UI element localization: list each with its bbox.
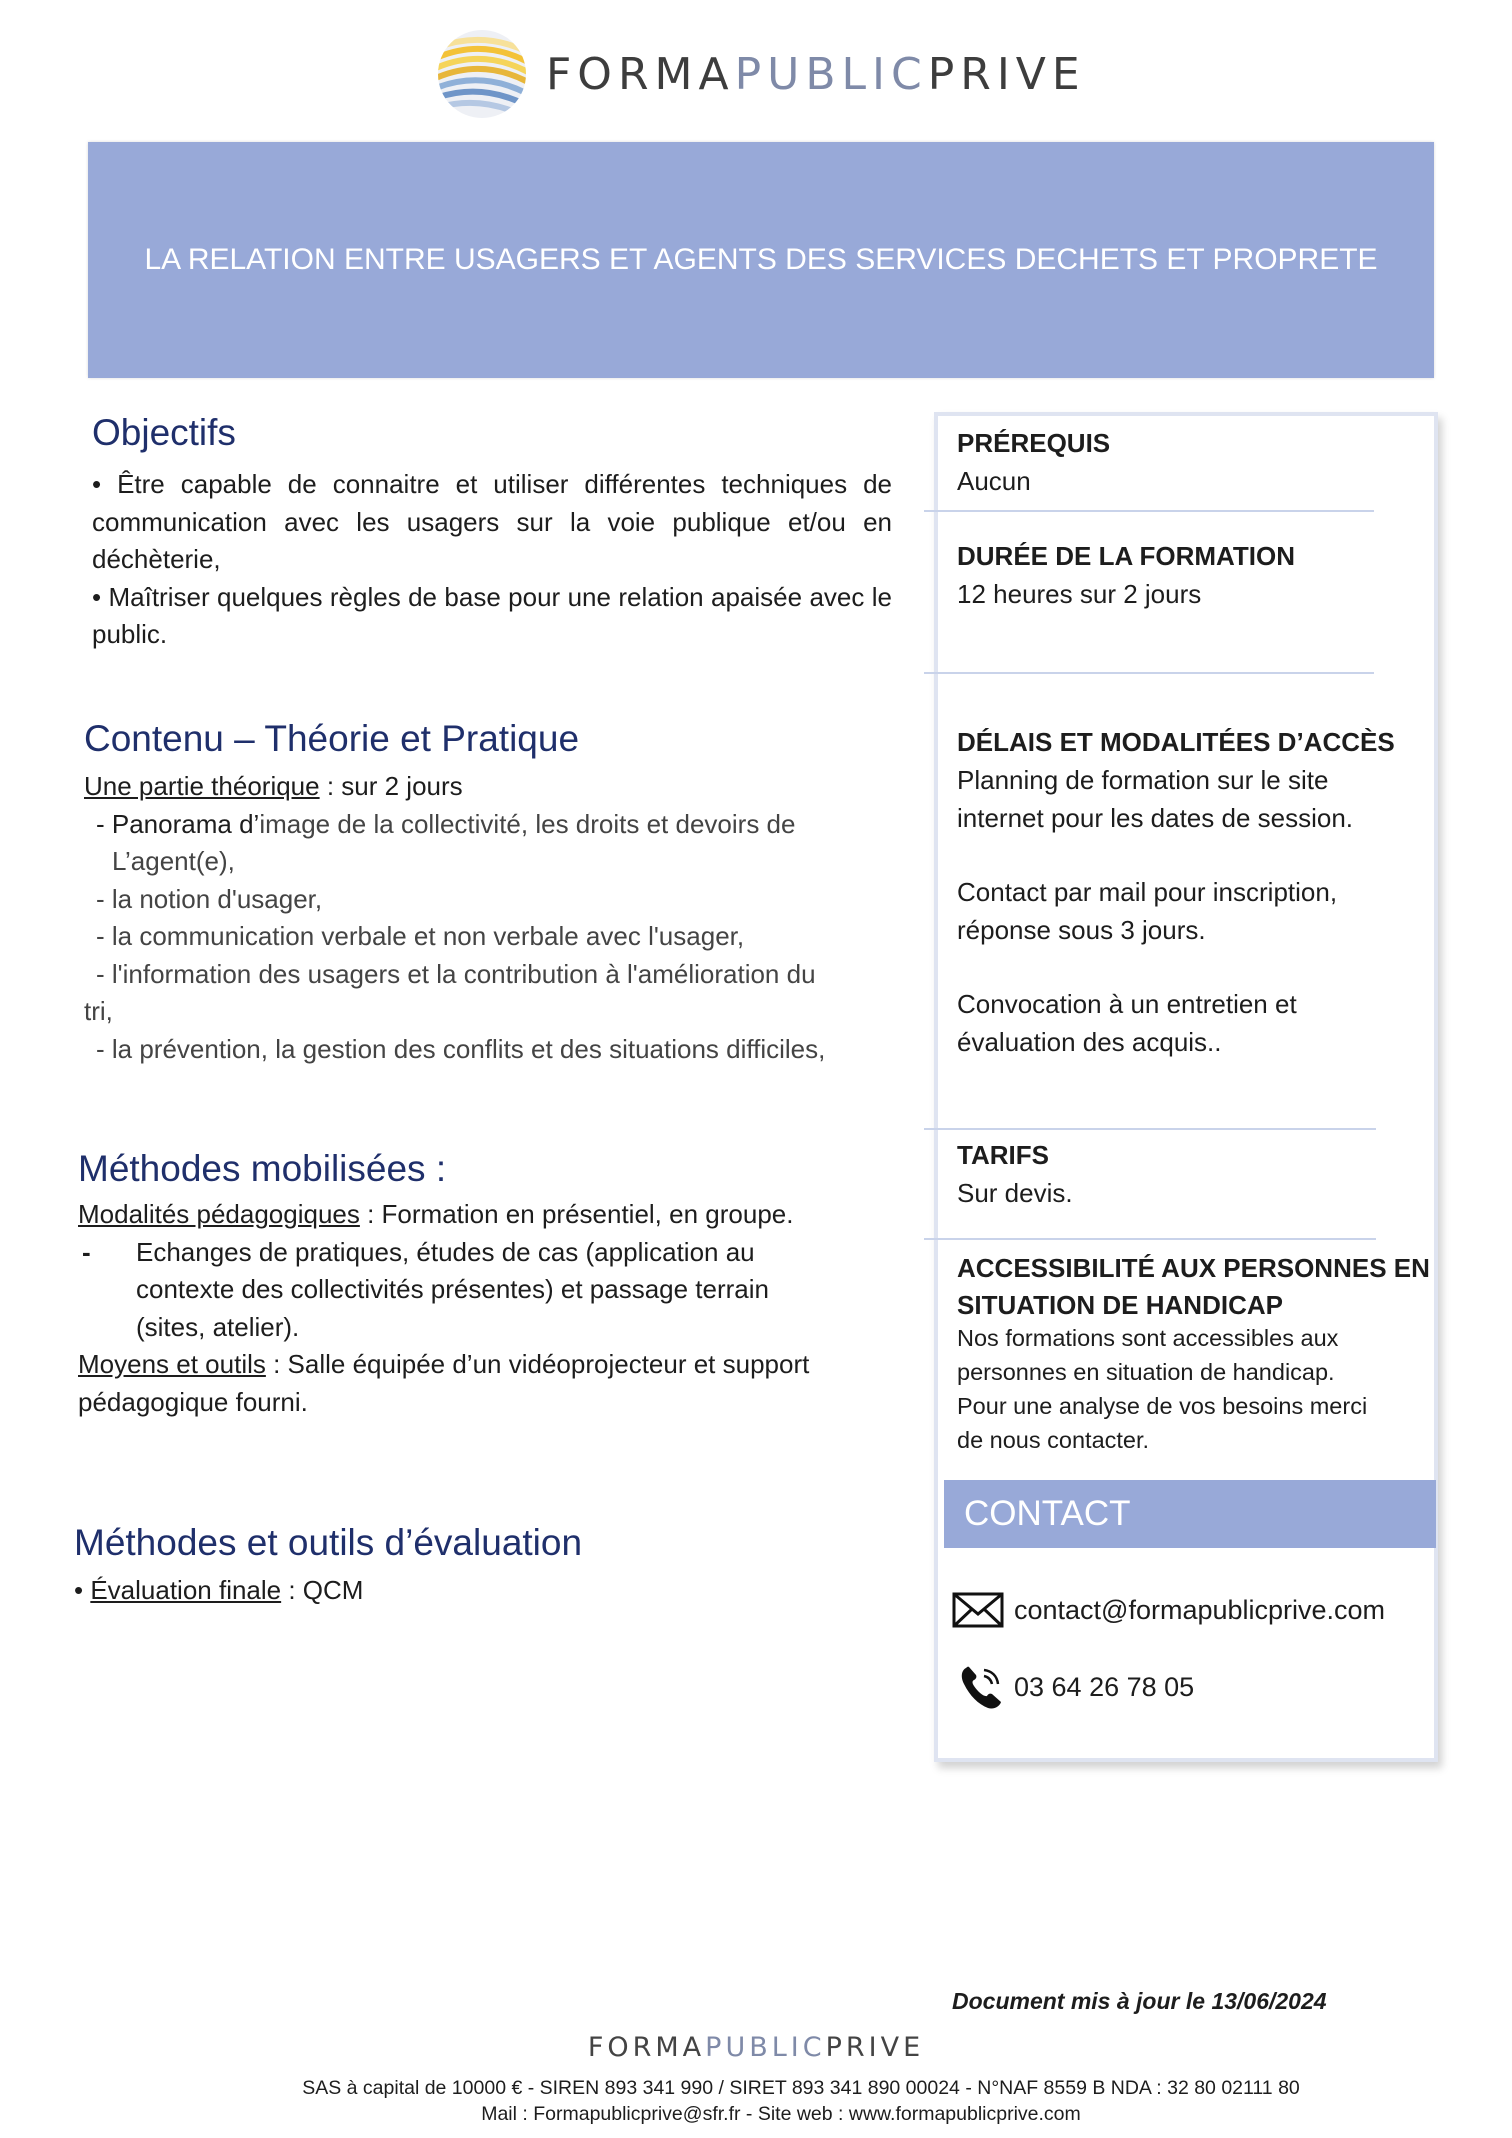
divider [924,672,1374,674]
contact-phone-number[interactable]: 03 64 26 78 05 [1014,1671,1195,1702]
contenu-line-3: - la communication verbale et non verbale avec l'usager, [96,921,745,951]
contenu-line-1c: L’agent(e), [112,846,235,876]
evaluation-label: Évaluation finale [90,1575,282,1605]
delais-line-2: internet pour les dates de session. [957,802,1354,833]
delais-heading: DÉLAIS ET MODALITÉES D’ACCÈS [957,727,1395,757]
moyens-label: Moyens et outils [78,1349,266,1379]
brand-logo [436,26,1086,122]
evaluation-rest: : QCM [281,1575,364,1605]
methodes-body [78,1196,908,1421]
footer-legal-info: SAS à capital de 10000 € - SIREN 893 341 990 / SIRET 893 341 890 00024 - N°NAF 8559 B NDA : 32 80 02111 80 [302,2077,1300,2099]
training-title: LA RELATION ENTRE USAGERS ET AGENTS DES SERVICES DECHETS ET PROPRETE [144,243,1378,276]
brand-wordmark-part2: PUBLIC [734,48,928,100]
modalites-label: Modalités pédagogiques [78,1199,360,1229]
objectifs-list [92,466,892,654]
accessibilite-heading-line-2: SITUATION DE HANDICAP [957,1290,1283,1320]
contenu-heading: Contenu – Théorie et Pratique [84,718,580,759]
globe-logo-icon [436,28,528,120]
delais-line-1: Planning de formation sur le site [957,765,1329,795]
contenu-body [84,768,904,1068]
modalites-line [78,1196,908,1234]
divider [924,1238,1376,1240]
prerequis-heading: PRÉREQUIS [957,428,1111,458]
methodes-bullet-line-2: contexte des collectivités présentes) et passage terrain [136,1274,770,1304]
contenu-line-4b: tri, [84,996,113,1026]
methodes-bullet-line-1: Echanges de pratiques, études de cas (application au [136,1236,755,1267]
objectif-item-2: • Maîtriser quelques règles de base pour une relation apaisée avec le public. [92,581,892,649]
contact-phone-row[interactable] [958,1664,1194,1710]
moyens-rest: : Salle équipée d’un vidéoprojecteur et support [265,1349,810,1379]
title-banner [88,142,1434,378]
divider [924,510,1374,512]
tarifs-text: Sur devis. [957,1178,1073,1208]
moyens-line [78,1346,908,1384]
contenu-intro-label: Une partie théorique [84,771,320,801]
contenu-intro-rest: : sur 2 jours [319,771,463,801]
update-date: Document mis à jour le 13/06/2024 [952,1988,1327,2014]
footer-contact-info: Mail : Formapublicprive@sfr.fr - Site web : www.formapublicprive.com [481,2103,1081,2125]
moyens-line-2: pédagogique fourni. [78,1386,308,1417]
envelope-icon [952,1592,1004,1628]
info-sidebar [934,412,1438,1762]
prerequis-text: Aucun [957,466,1031,496]
accessibilite-heading [957,1250,1430,1324]
contenu-intro [84,768,904,806]
contact-email-row[interactable] [952,1592,1385,1628]
footer-wordmark-part1: FORMA [587,2032,706,2063]
accessibilite-line-4: de nous contacter. [957,1427,1150,1453]
delais-line-5: Convocation à un entretien et [957,989,1297,1019]
delais-line-4: réponse sous 3 jours. [957,914,1206,945]
delais-line-6: évaluation des acquis.. [957,1026,1222,1057]
contact-bar [944,1480,1436,1548]
contenu-line-4a: - l'information des usagers et la contribution à l'amélioration du [96,958,816,989]
accessibilite-line-3: Pour une analyse de vos besoins merci [957,1393,1368,1419]
dash-marker: - [82,1236,91,1267]
accessibilite-line-2: personnes en situation de handicap. [957,1359,1335,1385]
contact-email-link[interactable]: contact@formapublicprive.com [1014,1594,1386,1625]
accessibilite-heading-line-1: ACCESSIBILITÉ AUX PERSONNES EN [957,1253,1430,1283]
contenu-line-5: - la prévention, la gestion des conflits et des situations difficiles, [96,1033,826,1064]
footer-wordmark-part2: PUBLIC [705,2032,826,2063]
evaluation-bullet: • [74,1575,91,1605]
brand-wordmark-part3: PRIVE [927,48,1086,100]
methodes-bullet-line-3: (sites, atelier). [136,1311,300,1342]
accessibilite-text [957,1321,1367,1457]
phone-icon [958,1664,1004,1710]
duree-heading: DURÉE DE LA FORMATION [957,541,1295,571]
brand-wordmark-part1: FORMA [546,48,735,100]
methodes-heading: Méthodes mobilisées : [78,1148,447,1189]
contenu-line-1b: image de la collectivité, les droits et devoirs de [259,808,796,839]
contenu-line-1 [84,806,904,844]
accessibilite-line-1: Nos formations sont accessibles aux [957,1325,1339,1351]
contenu-line-1a: - Panorama d’ [96,808,260,839]
evaluation-heading: Méthodes et outils d’évaluation [74,1522,583,1563]
tarifs-heading: TARIFS [957,1140,1049,1170]
evaluation-body [74,1572,874,1610]
footer-wordmark-part3: PRIVE [825,2032,925,2063]
objectifs-heading: Objectifs [92,412,236,453]
duree-text: 12 heures sur 2 jours [957,579,1202,609]
divider [924,1128,1376,1130]
brand-wordmark [546,49,1086,100]
modalites-rest: : Formation en présentiel, en groupe. [359,1199,794,1229]
objectif-item-1: • Être capable de connaitre et utiliser différentes techniques de communication avec les usagers sur la voie publique et/ou en déchèterie, [92,469,892,574]
footer-wordmark [0,2032,1512,2063]
contact-heading: CONTACT [964,1494,1131,1533]
delais-text-block [957,762,1353,1061]
delais-line-3: Contact par mail pour inscription, [957,877,1338,907]
contenu-line-2: - la notion d'usager, [96,883,323,914]
methodes-bullet [78,1234,908,1347]
